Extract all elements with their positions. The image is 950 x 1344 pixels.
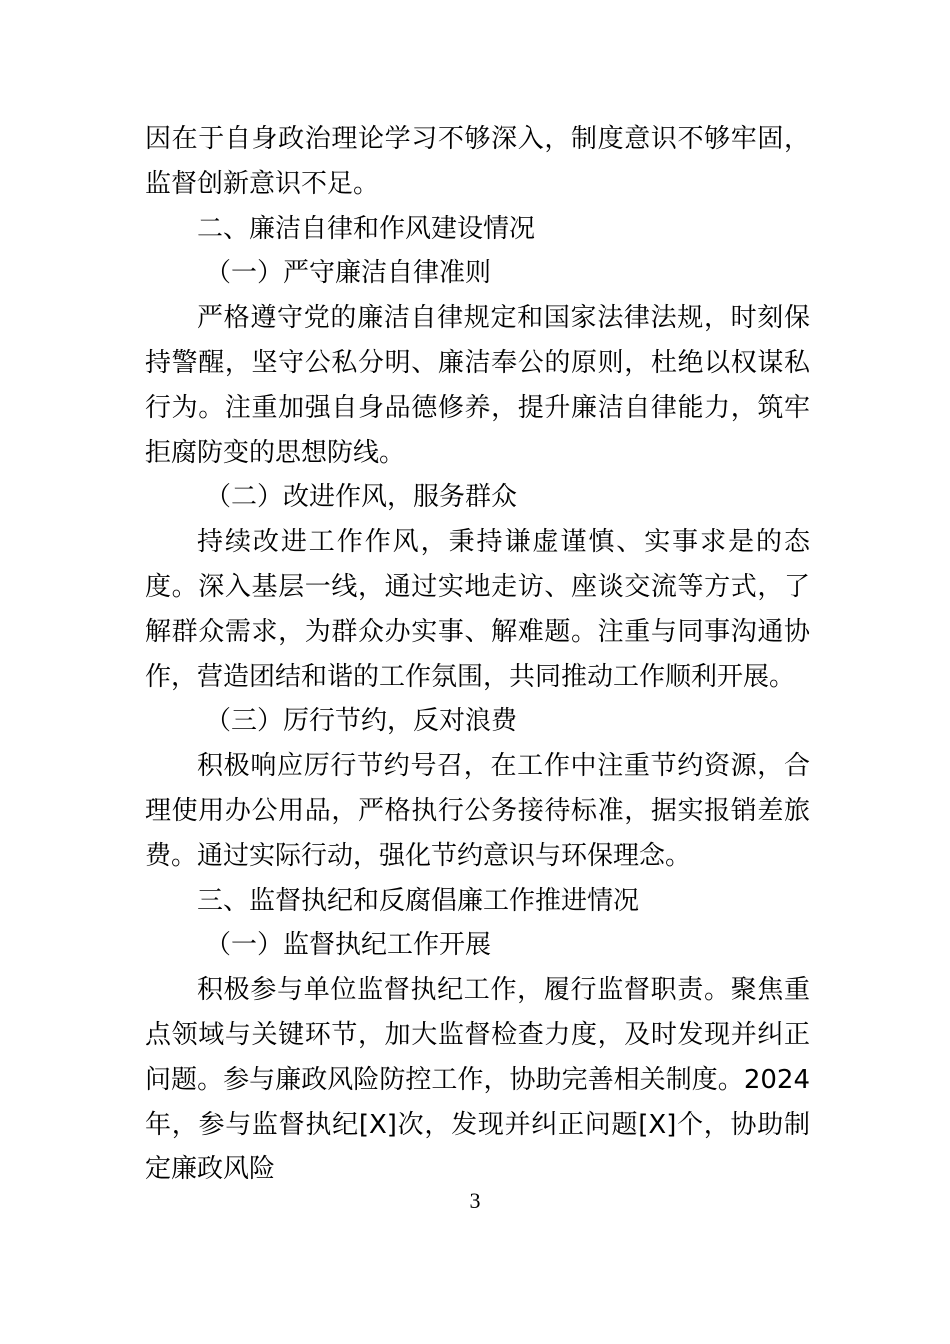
paragraph-3-1: 积极参与单位监督执纪工作，履行监督职责。聚焦重点领域与关键环节，加大监督检查力度，及时发现并纠正问题。参与廉政风险防控工作，协助完善相关制度。2024年，参与监督执纪[X]次，发现并纠正问题[X]个，协助制定廉政风险 [145,975,810,1185]
section-heading-2: 二、廉洁自律和作风建设情况 [197,213,536,244]
paragraph-2-2: 持续改进工作作风，秉持谦虚谨慎、实事求是的态度。深入基层一线，通过实地走访、座谈交流等方式，了解群众需求，为群众办实事、解难题。注重与同事沟通协作，营造团结和谐的工作氛围，共同推动工作顺利开展。 [145,527,810,692]
paragraph-2-1: 严格遵守党的廉洁自律规定和国家法律法规，时刻保持警醒，坚守公私分明、廉洁奉公的原则，杜绝以权谋私行为。注重加强自身品德修养，提升廉洁自律能力，筑牢拒腐防变的思想防线。 [145,303,810,468]
subsection-heading-2-1: （一）严守廉洁自律准则 [205,258,492,289]
subsection-heading-2-2: （二）改进作风，服务群众 [205,482,518,513]
section-heading-3: 三、监督执纪和反腐倡廉工作推进情况 [197,885,640,916]
subsection-heading-2-3: （三）厉行节约，反对浪费 [205,706,518,737]
page-number: 3 [469,1188,481,1213]
paragraph-2-3: 积极响应厉行节约号召，在工作中注重节约资源，合理使用办公用品，严格执行公务接待标准，据实报销差旅费。通过实际行动，强化节约意识与环保理念。 [145,751,810,871]
document-body [145,117,810,1192]
paragraph-continuation: 因在于自身政治理论学习不够深入，制度意识不够牢固，监督创新意识不足。 [145,124,810,199]
subsection-heading-3-1: （一）监督执纪工作开展 [205,930,492,961]
